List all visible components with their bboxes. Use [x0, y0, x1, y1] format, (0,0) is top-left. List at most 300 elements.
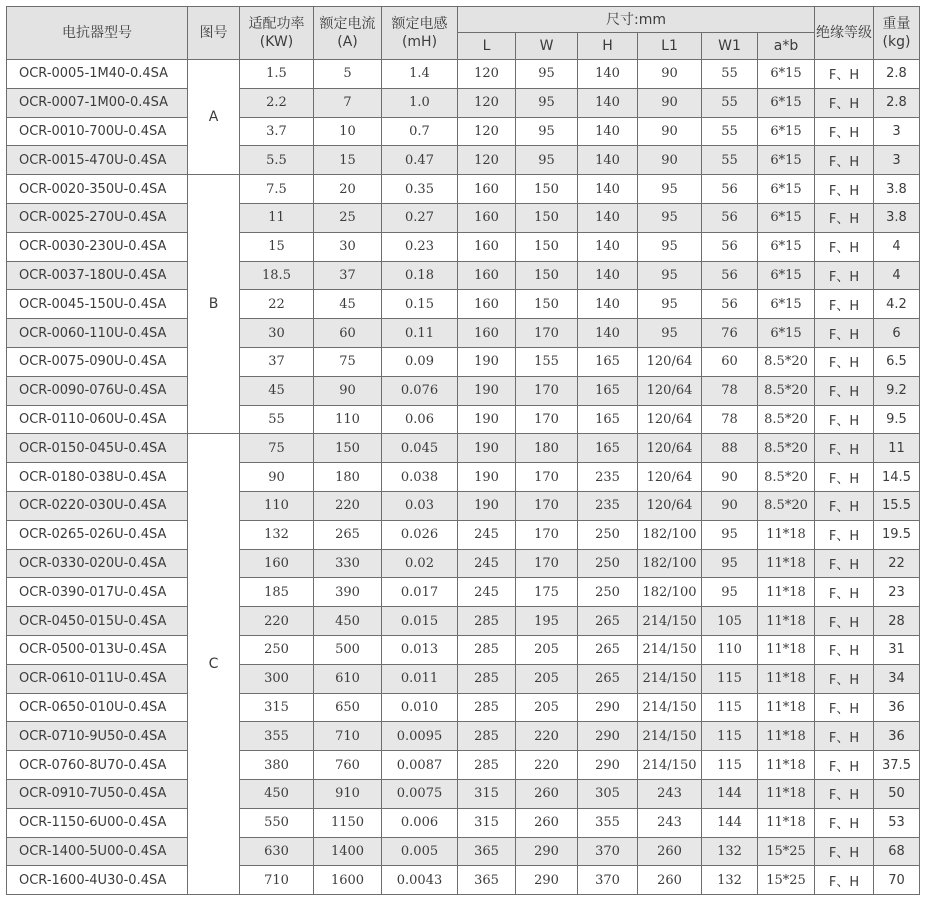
cell-dim-h: 370	[578, 837, 638, 866]
cell-current: 110	[314, 405, 382, 434]
cell-insulation: F、H	[815, 175, 874, 204]
cell-dim-ab: 6*15	[758, 261, 815, 290]
cell-dim-w: 205	[516, 664, 578, 693]
cell-dim-w: 170	[516, 491, 578, 520]
cell-dim-l1: 214/150	[638, 722, 702, 751]
cell-inductance: 0.006	[382, 808, 458, 837]
cell-dim-w1: 144	[702, 779, 758, 808]
cell-dim-h: 140	[578, 60, 638, 89]
cell-dim-l: 160	[458, 232, 516, 261]
cell-model: OCR-0020-350U-0.4SA	[7, 175, 188, 204]
cell-insulation: F、H	[815, 491, 874, 520]
cell-dim-l1: 90	[638, 146, 702, 175]
cell-dim-l: 160	[458, 261, 516, 290]
cell-weight: 23	[874, 578, 920, 607]
cell-weight: 3	[874, 117, 920, 146]
cell-dim-w: 170	[516, 463, 578, 492]
cell-power: 7.5	[240, 175, 314, 204]
cell-weight: 2.8	[874, 60, 920, 89]
cell-model: OCR-0265-026U-0.4SA	[7, 520, 188, 549]
cell-weight: 4	[874, 261, 920, 290]
cell-model: OCR-1400-5U00-0.4SA	[7, 837, 188, 866]
cell-current: 910	[314, 779, 382, 808]
cell-dim-l: 190	[458, 347, 516, 376]
col-dim-h: H	[578, 33, 638, 60]
cell-inductance: 0.47	[382, 146, 458, 175]
cell-dim-w1: 132	[702, 866, 758, 895]
cell-dim-l1: 214/150	[638, 693, 702, 722]
cell-dim-l1: 120/64	[638, 376, 702, 405]
table-row	[7, 376, 920, 405]
cell-dim-l1: 95	[638, 261, 702, 290]
table-row	[7, 405, 920, 434]
table-row	[7, 117, 920, 146]
cell-weight: 3.8	[874, 203, 920, 232]
cell-power: 300	[240, 664, 314, 693]
cell-model: OCR-0650-010U-0.4SA	[7, 693, 188, 722]
col-figure: 图号	[188, 7, 240, 60]
cell-dim-h: 265	[578, 607, 638, 636]
cell-dim-l: 285	[458, 607, 516, 636]
cell-current: 75	[314, 347, 382, 376]
cell-dim-w: 150	[516, 261, 578, 290]
cell-power: 250	[240, 635, 314, 664]
cell-insulation: F、H	[815, 607, 874, 636]
cell-insulation: F、H	[815, 664, 874, 693]
col-dim-w: W	[516, 33, 578, 60]
table-row	[7, 520, 920, 549]
cell-insulation: F、H	[815, 261, 874, 290]
cell-dim-l1: 120/64	[638, 347, 702, 376]
cell-dim-w: 170	[516, 319, 578, 348]
cell-model: OCR-0330-020U-0.4SA	[7, 549, 188, 578]
cell-dim-l1: 90	[638, 88, 702, 117]
table-row	[7, 463, 920, 492]
cell-inductance: 0.045	[382, 434, 458, 463]
cell-power: 1.5	[240, 60, 314, 89]
cell-dim-w1: 95	[702, 549, 758, 578]
cell-current: 1600	[314, 866, 382, 895]
cell-inductance: 1.0	[382, 88, 458, 117]
cell-dim-h: 265	[578, 664, 638, 693]
cell-dim-ab: 11*18	[758, 664, 815, 693]
cell-weight: 28	[874, 607, 920, 636]
cell-current: 37	[314, 261, 382, 290]
cell-dim-w1: 60	[702, 347, 758, 376]
cell-dim-w1: 55	[702, 146, 758, 175]
cell-dim-l: 190	[458, 376, 516, 405]
cell-dim-w1: 55	[702, 117, 758, 146]
cell-dim-l1: 90	[638, 60, 702, 89]
cell-dim-w: 260	[516, 779, 578, 808]
col-current-unit: (A)	[337, 34, 358, 50]
cell-insulation: F、H	[815, 463, 874, 492]
cell-dim-l: 120	[458, 146, 516, 175]
cell-insulation: F、H	[815, 578, 874, 607]
cell-model: OCR-0007-1M00-0.4SA	[7, 88, 188, 117]
cell-weight: 3	[874, 146, 920, 175]
cell-dim-h: 140	[578, 261, 638, 290]
cell-insulation: F、H	[815, 60, 874, 89]
cell-insulation: F、H	[815, 549, 874, 578]
cell-current: 450	[314, 607, 382, 636]
table-row	[7, 866, 920, 895]
col-inductance	[382, 7, 458, 60]
cell-dim-h: 250	[578, 520, 638, 549]
cell-dim-w: 150	[516, 290, 578, 319]
cell-dim-l1: 260	[638, 866, 702, 895]
cell-dim-h: 140	[578, 146, 638, 175]
cell-power: 5.5	[240, 146, 314, 175]
cell-current: 45	[314, 290, 382, 319]
cell-dim-w1: 144	[702, 808, 758, 837]
col-weight	[874, 7, 920, 60]
cell-weight: 11	[874, 434, 920, 463]
table-row	[7, 175, 920, 204]
cell-power: 315	[240, 693, 314, 722]
cell-dim-w: 170	[516, 376, 578, 405]
cell-dim-ab: 6*15	[758, 146, 815, 175]
col-current-label: 额定电流	[319, 16, 376, 32]
cell-model: OCR-0710-9U50-0.4SA	[7, 722, 188, 751]
cell-dim-ab: 11*18	[758, 751, 815, 780]
cell-current: 25	[314, 203, 382, 232]
cell-inductance: 0.076	[382, 376, 458, 405]
cell-dim-ab: 6*15	[758, 203, 815, 232]
cell-dim-w: 205	[516, 693, 578, 722]
col-current	[314, 7, 382, 60]
cell-insulation: F、H	[815, 290, 874, 319]
cell-dim-w1: 110	[702, 635, 758, 664]
cell-inductance: 0.0075	[382, 779, 458, 808]
cell-power: 55	[240, 405, 314, 434]
cell-insulation: F、H	[815, 434, 874, 463]
cell-dim-l1: 95	[638, 232, 702, 261]
cell-dim-l1: 214/150	[638, 635, 702, 664]
col-dim-l: L	[458, 33, 516, 60]
cell-dim-l: 365	[458, 837, 516, 866]
cell-dim-h: 250	[578, 549, 638, 578]
cell-model: OCR-0910-7U50-0.4SA	[7, 779, 188, 808]
cell-model: OCR-0180-038U-0.4SA	[7, 463, 188, 492]
cell-dim-l1: 95	[638, 203, 702, 232]
cell-dim-l: 190	[458, 491, 516, 520]
table-row	[7, 232, 920, 261]
cell-dim-h: 165	[578, 434, 638, 463]
cell-dim-w1: 115	[702, 751, 758, 780]
cell-model: OCR-0025-270U-0.4SA	[7, 203, 188, 232]
cell-current: 1150	[314, 808, 382, 837]
cell-dim-ab: 8.5*20	[758, 463, 815, 492]
cell-power: 220	[240, 607, 314, 636]
table-row	[7, 88, 920, 117]
table-row	[7, 203, 920, 232]
cell-current: 330	[314, 549, 382, 578]
cell-dim-h: 305	[578, 779, 638, 808]
cell-figure: C	[188, 434, 240, 895]
cell-dim-l: 285	[458, 751, 516, 780]
cell-dim-l1: 95	[638, 319, 702, 348]
cell-dim-w: 175	[516, 578, 578, 607]
cell-power: 110	[240, 491, 314, 520]
cell-insulation: F、H	[815, 376, 874, 405]
cell-dim-h: 140	[578, 319, 638, 348]
cell-dim-l1: 95	[638, 175, 702, 204]
cell-current: 180	[314, 463, 382, 492]
cell-model: OCR-0500-013U-0.4SA	[7, 635, 188, 664]
cell-weight: 9.5	[874, 405, 920, 434]
cell-dim-l: 285	[458, 693, 516, 722]
cell-weight: 68	[874, 837, 920, 866]
cell-power: 37	[240, 347, 314, 376]
cell-weight: 19.5	[874, 520, 920, 549]
cell-current: 60	[314, 319, 382, 348]
cell-weight: 22	[874, 549, 920, 578]
cell-insulation: F、H	[815, 866, 874, 895]
cell-dim-w1: 55	[702, 60, 758, 89]
cell-dim-l1: 214/150	[638, 664, 702, 693]
cell-current: 610	[314, 664, 382, 693]
cell-power: 2.2	[240, 88, 314, 117]
cell-inductance: 0.0095	[382, 722, 458, 751]
cell-current: 220	[314, 491, 382, 520]
cell-current: 5	[314, 60, 382, 89]
cell-insulation: F、H	[815, 635, 874, 664]
cell-dim-l1: 260	[638, 837, 702, 866]
cell-model: OCR-0090-076U-0.4SA	[7, 376, 188, 405]
cell-dim-l: 315	[458, 779, 516, 808]
cell-current: 15	[314, 146, 382, 175]
cell-inductance: 0.7	[382, 117, 458, 146]
cell-dim-w1: 78	[702, 376, 758, 405]
table-row	[7, 808, 920, 837]
cell-weight: 70	[874, 866, 920, 895]
cell-model: OCR-0037-180U-0.4SA	[7, 261, 188, 290]
table-row	[7, 319, 920, 348]
table-row	[7, 722, 920, 751]
cell-dim-w: 170	[516, 405, 578, 434]
cell-power: 450	[240, 779, 314, 808]
table-row	[7, 693, 920, 722]
cell-insulation: F、H	[815, 232, 874, 261]
cell-power: 30	[240, 319, 314, 348]
cell-current: 710	[314, 722, 382, 751]
cell-dim-l1: 214/150	[638, 751, 702, 780]
cell-model: OCR-0075-090U-0.4SA	[7, 347, 188, 376]
cell-model: OCR-1600-4U30-0.4SA	[7, 866, 188, 895]
cell-dim-w: 155	[516, 347, 578, 376]
cell-power: 75	[240, 434, 314, 463]
cell-dim-ab: 8.5*20	[758, 491, 815, 520]
cell-model: OCR-0150-045U-0.4SA	[7, 434, 188, 463]
cell-weight: 37.5	[874, 751, 920, 780]
cell-model: OCR-0610-011U-0.4SA	[7, 664, 188, 693]
cell-dim-ab: 6*15	[758, 60, 815, 89]
table-row	[7, 261, 920, 290]
cell-inductance: 0.02	[382, 549, 458, 578]
cell-dim-w: 95	[516, 146, 578, 175]
reactor-spec-table	[6, 6, 920, 895]
cell-weight: 9.2	[874, 376, 920, 405]
cell-weight: 53	[874, 808, 920, 837]
cell-dim-w: 170	[516, 549, 578, 578]
cell-dim-w1: 55	[702, 88, 758, 117]
cell-inductance: 0.06	[382, 405, 458, 434]
cell-inductance: 0.005	[382, 837, 458, 866]
cell-power: 160	[240, 549, 314, 578]
cell-dim-l1: 120/64	[638, 405, 702, 434]
cell-dim-w: 95	[516, 88, 578, 117]
cell-figure: A	[188, 60, 240, 175]
cell-dim-ab: 11*18	[758, 520, 815, 549]
cell-dim-w: 150	[516, 175, 578, 204]
cell-dim-w: 260	[516, 808, 578, 837]
cell-dim-l: 120	[458, 60, 516, 89]
cell-dim-l: 190	[458, 463, 516, 492]
cell-insulation: F、H	[815, 722, 874, 751]
cell-weight: 2.8	[874, 88, 920, 117]
cell-dim-l: 190	[458, 434, 516, 463]
cell-insulation: F、H	[815, 319, 874, 348]
cell-dim-h: 140	[578, 88, 638, 117]
cell-dim-l1: 182/100	[638, 549, 702, 578]
cell-dim-w: 95	[516, 117, 578, 146]
cell-inductance: 0.03	[382, 491, 458, 520]
cell-weight: 31	[874, 635, 920, 664]
cell-dim-l: 190	[458, 405, 516, 434]
cell-dim-h: 140	[578, 117, 638, 146]
cell-dim-ab: 6*15	[758, 88, 815, 117]
cell-power: 630	[240, 837, 314, 866]
table-row	[7, 751, 920, 780]
cell-dim-h: 370	[578, 866, 638, 895]
cell-insulation: F、H	[815, 88, 874, 117]
cell-dim-l: 160	[458, 290, 516, 319]
cell-power: 15	[240, 232, 314, 261]
col-power-label: 适配功率	[248, 16, 305, 32]
table-row	[7, 664, 920, 693]
cell-current: 90	[314, 376, 382, 405]
cell-weight: 3.8	[874, 175, 920, 204]
cell-dim-w1: 132	[702, 837, 758, 866]
table-row	[7, 491, 920, 520]
cell-dim-l1: 182/100	[638, 578, 702, 607]
cell-insulation: F、H	[815, 751, 874, 780]
cell-inductance: 0.038	[382, 463, 458, 492]
cell-dim-ab: 6*15	[758, 319, 815, 348]
cell-dim-w1: 76	[702, 319, 758, 348]
cell-weight: 34	[874, 664, 920, 693]
cell-dim-ab: 15*25	[758, 866, 815, 895]
cell-model: OCR-0390-017U-0.4SA	[7, 578, 188, 607]
cell-model: OCR-0045-150U-0.4SA	[7, 290, 188, 319]
col-inductance-unit: (mH)	[401, 34, 438, 50]
cell-dim-w: 180	[516, 434, 578, 463]
cell-dim-w1: 56	[702, 232, 758, 261]
cell-power: 380	[240, 751, 314, 780]
cell-model: OCR-0110-060U-0.4SA	[7, 405, 188, 434]
cell-insulation: F、H	[815, 203, 874, 232]
cell-current: 650	[314, 693, 382, 722]
table-row	[7, 607, 920, 636]
cell-dim-h: 165	[578, 376, 638, 405]
cell-current: 500	[314, 635, 382, 664]
cell-dim-h: 265	[578, 635, 638, 664]
cell-dim-w1: 56	[702, 290, 758, 319]
cell-dim-l1: 214/150	[638, 607, 702, 636]
cell-current: 30	[314, 232, 382, 261]
cell-power: 132	[240, 520, 314, 549]
cell-dim-w1: 95	[702, 520, 758, 549]
cell-insulation: F、H	[815, 837, 874, 866]
cell-dim-h: 290	[578, 722, 638, 751]
cell-dim-l: 245	[458, 578, 516, 607]
cell-inductance: 0.15	[382, 290, 458, 319]
cell-current: 390	[314, 578, 382, 607]
cell-dim-l: 285	[458, 635, 516, 664]
cell-dim-h: 140	[578, 203, 638, 232]
cell-dim-l1: 95	[638, 290, 702, 319]
cell-current: 760	[314, 751, 382, 780]
cell-dim-w1: 88	[702, 434, 758, 463]
cell-dim-l: 120	[458, 88, 516, 117]
cell-dim-l: 160	[458, 175, 516, 204]
cell-dim-l: 285	[458, 664, 516, 693]
cell-inductance: 0.026	[382, 520, 458, 549]
cell-dim-h: 355	[578, 808, 638, 837]
cell-current: 265	[314, 520, 382, 549]
table-row	[7, 347, 920, 376]
col-insulation: 绝缘等级	[815, 7, 874, 60]
cell-insulation: F、H	[815, 808, 874, 837]
cell-inductance: 0.27	[382, 203, 458, 232]
table-row	[7, 549, 920, 578]
cell-dim-w1: 115	[702, 664, 758, 693]
cell-model: OCR-0450-015U-0.4SA	[7, 607, 188, 636]
cell-dim-w1: 95	[702, 578, 758, 607]
cell-dim-l: 120	[458, 117, 516, 146]
cell-inductance: 0.23	[382, 232, 458, 261]
cell-weight: 15.5	[874, 491, 920, 520]
cell-inductance: 1.4	[382, 60, 458, 89]
cell-weight: 14.5	[874, 463, 920, 492]
cell-dim-l: 365	[458, 866, 516, 895]
cell-dim-w: 220	[516, 751, 578, 780]
cell-power: 11	[240, 203, 314, 232]
cell-power: 710	[240, 866, 314, 895]
cell-dim-ab: 11*18	[758, 635, 815, 664]
cell-dim-w: 290	[516, 837, 578, 866]
cell-dim-ab: 6*15	[758, 175, 815, 204]
table-row	[7, 60, 920, 89]
cell-dim-l: 285	[458, 722, 516, 751]
cell-inductance: 0.0043	[382, 866, 458, 895]
cell-dim-l: 245	[458, 549, 516, 578]
table-row	[7, 146, 920, 175]
cell-dim-ab: 11*18	[758, 779, 815, 808]
cell-dim-ab: 11*18	[758, 578, 815, 607]
cell-weight: 4.2	[874, 290, 920, 319]
cell-model: OCR-0015-470U-0.4SA	[7, 146, 188, 175]
cell-model: OCR-0030-230U-0.4SA	[7, 232, 188, 261]
cell-model: OCR-0005-1M40-0.4SA	[7, 60, 188, 89]
cell-dim-h: 250	[578, 578, 638, 607]
cell-dim-l: 245	[458, 520, 516, 549]
cell-dim-l: 315	[458, 808, 516, 837]
cell-dim-h: 290	[578, 751, 638, 780]
cell-dim-l1: 243	[638, 808, 702, 837]
cell-dim-ab: 11*18	[758, 693, 815, 722]
